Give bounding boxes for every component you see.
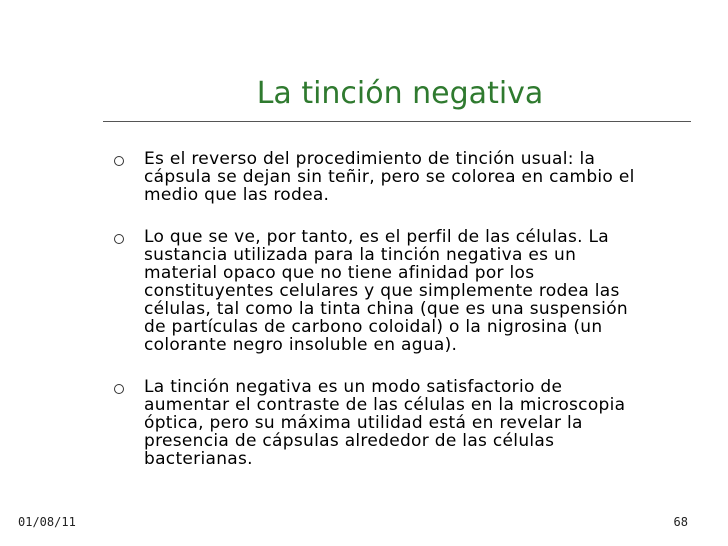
bullet-list — [110, 150, 690, 492]
page-number: 68 — [673, 515, 688, 529]
title-divider — [103, 121, 691, 122]
bullet-line: Lo que se ve, por tanto, es el perfil de las células. La — [144, 227, 609, 247]
circle-bullet-icon — [114, 384, 124, 394]
bullet-line: colorante negro insoluble en agua). — [144, 335, 458, 355]
bullet-line: Es el reverso del procedimiento de tinción usual: la — [144, 149, 596, 169]
circle-bullet-icon — [114, 234, 124, 244]
bullet-line: presencia de cápsulas alrededor de las células — [144, 431, 555, 451]
bullet-line: bacterianas. — [144, 449, 253, 469]
bullet-line: medio que las rodea. — [144, 185, 330, 205]
bullet-line: constituyentes celulares y que simplemente rodea las — [144, 281, 620, 301]
bullet-item — [110, 228, 690, 354]
bullet-line: cápsula se dejan sin teñir, pero se colorea en cambio el — [144, 167, 635, 187]
bullet-line: La tinción negativa es un modo satisfactorio de — [144, 377, 563, 397]
bullet-item — [110, 378, 690, 468]
bullet-line: de partículas de carbono coloidal) o la nigrosina (un — [144, 317, 603, 337]
bullet-line: material opaco que no tiene afinidad por los — [144, 263, 535, 283]
circle-bullet-icon — [114, 156, 124, 166]
bullet-line: aumentar el contraste de las células en la microscopia — [144, 395, 626, 415]
footer-date: 01/08/11 — [18, 515, 76, 529]
bullet-text — [144, 228, 690, 354]
bullet-text — [144, 378, 690, 468]
bullet-line: células, tal como la tinta china (que es una suspensión — [144, 299, 628, 319]
bullet-line: sustancia utilizada para la tinción negativa es un — [144, 245, 577, 265]
bullet-line: óptica, pero su máxima utilidad está en revelar la — [144, 413, 583, 433]
bullet-item — [110, 150, 690, 204]
slide-title: La tinción negativa — [256, 76, 544, 111]
bullet-text — [144, 150, 690, 204]
